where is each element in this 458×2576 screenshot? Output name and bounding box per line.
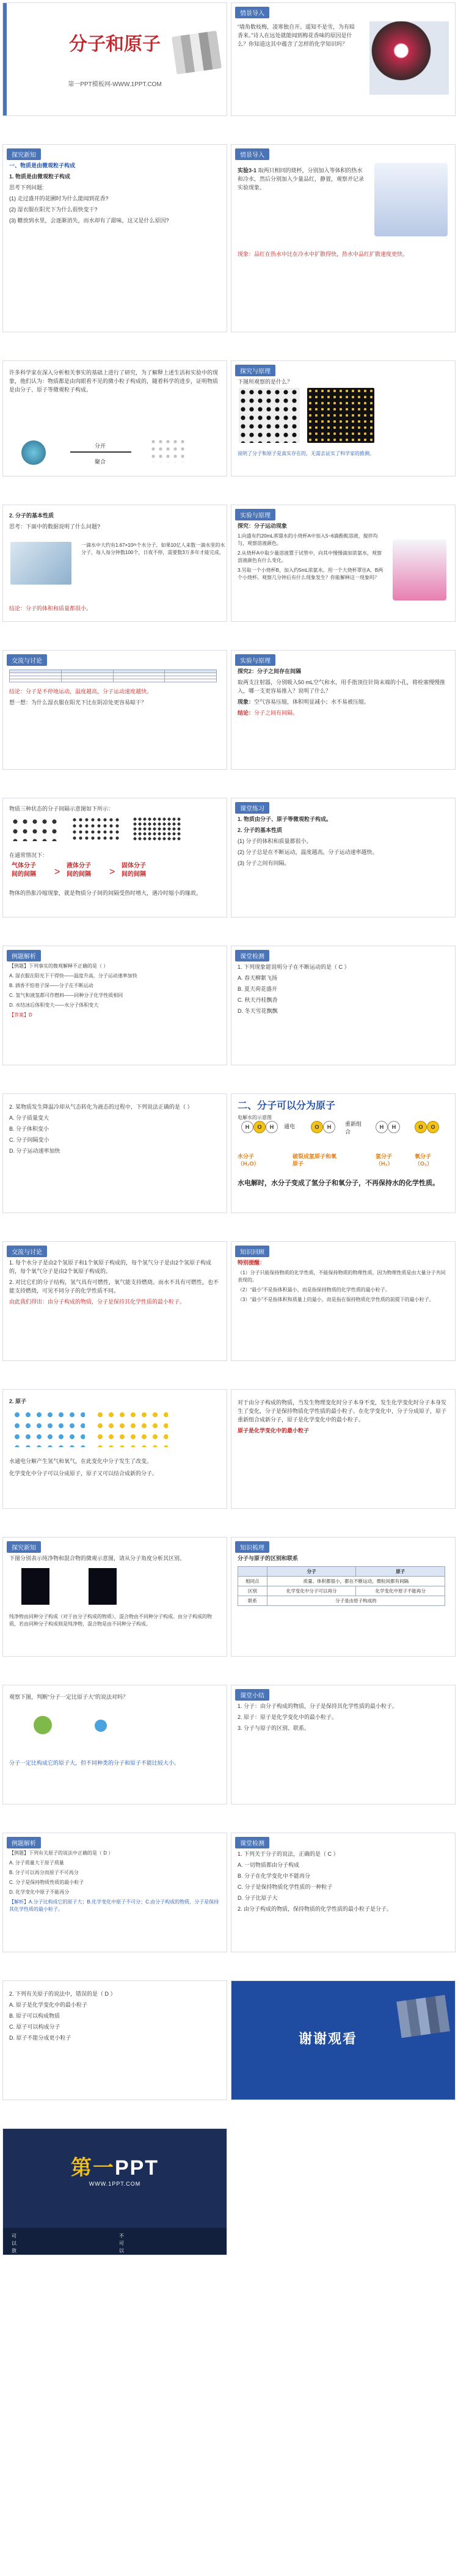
theory-text: 许多科学家在深入分析相关事实的基础上进行了研究，为了解释上述生活和实验中的现象，他们认为：物质都是由肉眼看不见的微小粒子构成的，随着科学的进步，证明物质是由分子、原子等微观粒子构成。 [9, 370, 219, 393]
label-line: （O₂） [415, 1161, 432, 1167]
table-title: 分子与原子的区别和联系 [238, 1555, 299, 1561]
atom-image [95, 1720, 107, 1732]
solid-image [133, 817, 181, 841]
definition-text: 对于由分子构成的物质，当发生物理变化时分子本身不变，发生化学变化时分子本身发生了变化，分子是保持物质化学性质的最小粒子。在化学变化中，分子分成原子，原子重新组合成新分子，原子是化学变化中的最小粒子。 [238, 1399, 447, 1423]
title-slide [2, 2, 227, 116]
discussion-line: 1. 每个水分子是由2个氢原子和1个氧原子构成的，每个氢气分子是由2个氢原子构成的，每个氧气分子是由2个氧原子构成的。 [9, 1260, 212, 1274]
slide-reminder [231, 1241, 456, 1361]
label-line: 氧分子 [415, 1153, 432, 1159]
option: C. 分子是保持物质化学性质的一种粒子 [238, 1884, 333, 1890]
question-1: (1) 走过盛开的花圃时为什么能闻到花香? [9, 195, 109, 202]
example-question: 【例题】下列事实的微观解释不正确的是（ ） [9, 963, 109, 969]
option: A. 一切物质都由分子构成 [238, 1862, 300, 1868]
option: B. 酒香不怕巷子深——分子在不断运动 [9, 983, 93, 988]
slide-discussion-table [2, 650, 227, 770]
expansion-note: 物体的热胀冷缩现象，就是物质分子间的间隔受热时增大，遇冷时缩小的缘故。 [9, 890, 202, 896]
label-line: （H₂O） [238, 1161, 260, 1167]
slide-question-2 [2, 1093, 227, 1213]
slide-scientist-theory [2, 360, 227, 476]
summary-line: 1. 分子：由分子构成的物质，分子是保持其化学性质的最小粒子。 [238, 1703, 398, 1709]
result-text: 现象：品红在热水中比在冷水中扩散得快，热水中品红扩散速度更快。 [238, 251, 409, 257]
slide-summary [231, 798, 456, 918]
section-title: 一、物质是由微观粒子构成 [9, 162, 76, 169]
ammonia-experiment-image [393, 539, 446, 600]
label-line: 气体分子 [12, 863, 36, 869]
beaker-image [374, 163, 448, 236]
benzene-image [239, 388, 300, 443]
summary-item: (3) 分子之间有间隔。 [238, 860, 290, 866]
slide-example-1 [2, 946, 227, 1065]
condition-text: 在通常情况下： [9, 852, 48, 858]
table-cell: 质量、体积都很小，都在不断运动，微粒间都有间隔 [267, 1577, 445, 1586]
logo-part-1: 第一 [70, 2156, 115, 2180]
solid-spacing-label [122, 862, 146, 879]
option: A. 湿衣服在阳光下干得快——温度升高，分子运动速率加快 [9, 973, 137, 979]
plum-blossom-image [369, 21, 449, 95]
step: 2.从烧杯A中取少量溶液置于试管中，向其中慢慢滴加浓氨水，观察溶液颜色有什么变化。 [238, 550, 382, 563]
step: 3.另取一个小烧杯B，加入约5mL浓氨水。用一个大烧杯罩住A、B两个小烧杯。观察几分钟后有什么现象发生？你能解释这一现象吗？ [238, 567, 383, 580]
label-separate: 分开 [95, 443, 106, 449]
table-cell: 相同点 [238, 1577, 267, 1586]
fact-text: 一滴水中大约有1.67×10²¹个水分子，如果10亿人来数一滴水里的水分子，每人每分钟数100个，日夜不停，需要数3万多年才能完成。 [81, 542, 225, 555]
slide-header: 课堂小结 [235, 1689, 269, 1701]
example-question: 【例题】下列有关原子的说法中正确的是（ D ） [9, 1850, 114, 1856]
table-cell: 分子是由原子构成的 [267, 1596, 445, 1606]
summary-subtitle: 2. 分子的基本性质 [238, 827, 283, 833]
option: A. 春天柳絮飞扬 [238, 975, 278, 981]
table-header-cell [238, 1567, 267, 1577]
particles-image [150, 438, 186, 462]
option: D. 分子运动速率加快 [9, 1148, 60, 1154]
brand-url: WWW.1PPT.COM [89, 2181, 141, 2187]
comparison-table [238, 1566, 445, 1606]
experiment-label: 实验3-1 [238, 167, 257, 173]
footer-slide [2, 2128, 227, 2312]
option: B. 夏天荷花盛开 [238, 986, 278, 992]
comparison-table [9, 670, 217, 682]
oxygen-atom-icon: O [311, 1121, 323, 1133]
option: C. 原子可以构成分子 [9, 2024, 60, 2030]
option: B. 原子可以构成物质 [9, 2013, 60, 2019]
table-cell: 化学变化中原子不能再分 [356, 1586, 445, 1596]
slide-molecule-size [2, 505, 227, 622]
footer-line: 不可以放下您的联系方式 [119, 2233, 124, 2312]
option: D. 分子比原子大 [238, 1895, 278, 1901]
question-text: 观察下图，判断“分子一定比原子大”的说法对吗？ [9, 1694, 128, 1700]
conclusion-text: 分子之间有间隔。 [254, 710, 299, 716]
hydrogen-atom-icon: H [266, 1121, 278, 1133]
phenomenon-text: 空气容易压缩，体积明显减小；水不易被压缩。 [254, 699, 370, 705]
answer-text: 分子一定比构成它的原子大，但不同种类的分子和原子不能比较大小。 [9, 1760, 180, 1766]
slide-matter-particles [2, 144, 227, 332]
table-row [10, 679, 217, 682]
hydrogen-label [376, 1153, 393, 1167]
books-image [172, 31, 222, 75]
molecule-image [12, 1409, 85, 1447]
slide-intro [231, 2, 456, 116]
table-row [238, 1596, 445, 1606]
option: C. 分子是保持物质性质的最小粒子 [9, 1880, 84, 1885]
slide-header: 知识回顾 [235, 1246, 269, 1257]
option: D. 化学变化中原子不能再分 [9, 1889, 70, 1895]
table-row [238, 1577, 445, 1586]
answer: 【答案】D [9, 1012, 32, 1018]
option: C. 氢气和液氢都可作燃料——同种分子化学性质相同 [9, 993, 123, 998]
slide-molecule-motion [231, 505, 456, 622]
conclusion-part: 结论：分子是不停地运动， [9, 688, 76, 695]
slide-header: 情景导入 [235, 7, 269, 18]
thanks-title: 谢谢观看 [299, 2031, 358, 2046]
oxygen-atom-icon: O [427, 1121, 439, 1133]
silicon-image [307, 388, 374, 443]
hydrogen-atom-icon: H [376, 1121, 388, 1133]
conclusion-part: 温度越高，分子运动速度越快。 [75, 688, 153, 695]
diagram-subtitle: 电解水的示意图 [238, 1115, 272, 1120]
hydrogen-atom-icon: H [323, 1121, 335, 1133]
deck-subtitle: 第一PPT模板网-WWW.1PPT.COM [68, 81, 162, 88]
slide-header: 情景导入 [235, 148, 269, 160]
slide-header: 课堂练习 [235, 802, 269, 814]
slide-pure-mixture [2, 1537, 227, 1657]
gas-image [10, 817, 59, 841]
slide-header: 交流与讨论 [7, 654, 47, 666]
summary-line: 2. 原子：原子是化学变化中的最小粒子。 [238, 1714, 338, 1720]
caption: 说明了分子和原子是真实存在的，无需去证实了科学家的推测。 [238, 451, 374, 456]
atom-line: 水通电分解产生氢气和氧气，在此变化中分子发生了改变。 [9, 1458, 153, 1464]
liquid-image [71, 817, 120, 841]
table-cell [61, 679, 113, 682]
summary-item: (2) 分子总是在不断运动，温度越高，分子运动速率越快。 [238, 849, 378, 855]
label-line: 间的间隔 [122, 871, 146, 878]
label-line: 间的间隔 [12, 871, 36, 878]
option: C. 秋天丹桂飘香 [238, 997, 278, 1003]
water-label [238, 1153, 260, 1167]
reminder-title: 特别提醒： [238, 1260, 266, 1266]
quiz-question: 2. 由分子构成的物质，保持物质的化学性质的最小粒子是分子。 [238, 1906, 393, 1912]
slide-size-compare [2, 1685, 227, 1804]
slide-discussion-2 [2, 1241, 227, 1361]
summary-title: 1. 物质由分子、原子等微观粒子构成。 [238, 816, 332, 822]
slide-quiz-2 [231, 1833, 456, 1952]
oxygen-label [415, 1153, 432, 1167]
hydrogen-atom-icon: H [388, 1121, 400, 1133]
slide-header: 课堂检测 [235, 950, 269, 961]
label-line: 氢分子 [376, 1153, 393, 1159]
greater-sign: > [54, 867, 60, 877]
phenomenon-line [231, 696, 455, 707]
experiment-title: 探究：分子运动现象 [238, 523, 288, 529]
slide-experiment-3-1 [231, 144, 456, 332]
experiment-description: 取两只相同的烧杯，分别加入等体积的热水和冷水，然后分别加入少量品红，静置，观察并记录实验现象。 [238, 167, 365, 191]
table-row [238, 1586, 445, 1596]
arrow-label: 通电 [284, 1123, 296, 1129]
slide-header: 实验与原理 [235, 509, 275, 520]
gas-spacing-label [12, 862, 36, 879]
slide-microscope [231, 360, 456, 476]
table-cell [165, 679, 217, 682]
question-text: 2. 下列有关原子的说法中，错误的是（ D ） [9, 1991, 116, 1997]
question-3: (3) 糖放到水里，会逐渐消失，而水却有了甜味，这又是什么原因? [9, 217, 169, 224]
mixture-image [89, 1568, 117, 1605]
conclusion-line [3, 686, 227, 697]
pure-mixture-text: 下图分别表示纯净物和混合物的微观示意图，请从分子角度分析其区别。 [9, 1555, 186, 1561]
think-question: 想一想：为什么湿衣服在阳光下比在阴凉处更容易晾干？ [9, 699, 147, 706]
greater-sign: > [109, 867, 115, 877]
arrow-line [70, 451, 131, 453]
slide-electrolysis [231, 1093, 456, 1213]
atom-line: 化学变化中分子可以分成原子，原子又可以结合成新的分子。 [9, 1470, 158, 1476]
phenomenon-label: 现象： [238, 699, 255, 705]
slide-quiz-1 [231, 946, 456, 1065]
option: D. 水结冰后体积变大——水分子体积变大 [9, 1002, 99, 1008]
option: A. 分子质量变大 [9, 1115, 49, 1121]
conclusion-text: 分子的体积和质量都很小。 [26, 605, 92, 611]
molecule-image [34, 1716, 52, 1734]
slide-header: 例题解析 [7, 950, 41, 961]
label-line: 间的间隔 [67, 871, 91, 878]
water-molecule-icon [241, 1121, 278, 1133]
slide-header: 交流与讨论 [7, 1246, 47, 1257]
option: C. 分子间隔变小 [9, 1137, 49, 1143]
conclusion-text: 纯净物由同种分子构成（对于由分子构成的物质），混合物由不同种分子构成。由分子构成的物质，若由同种分子构成则是纯净物，混合物是由不同种分子构成。 [9, 1614, 212, 1627]
conclusion-label: 结论： [238, 710, 255, 716]
option: A. 分子质量大于原子质量 [9, 1860, 64, 1866]
option: B. 分子体积变小 [9, 1126, 49, 1132]
question-intro: 思考下列问题: [9, 184, 44, 191]
table-cell: 联系 [238, 1596, 267, 1606]
label-line: 水分子 [238, 1153, 255, 1159]
summary-item: (1) 分子的体积和质量都很小。 [238, 838, 312, 844]
slide-header: 探究新知 [7, 1541, 41, 1553]
conclusion-line [231, 707, 455, 718]
reminder-line: （2）“最小”不是指体积最小，而是指保持物质的化学性质的最小粒子。 [238, 1287, 390, 1293]
table-cell: 化学变化中分子可以再分 [267, 1586, 356, 1596]
table-cell [10, 679, 62, 682]
question-text: 下图所观察的是什么？ [238, 379, 293, 385]
label-line: 液体分子 [67, 863, 91, 869]
section-title: 二、分子可以分为原子 [238, 1101, 336, 1111]
atom-image [95, 1409, 168, 1447]
table-header-cell: 原子 [356, 1567, 445, 1577]
slide-title: 2. 分子的基本性质 [9, 513, 54, 519]
table-header-cell: 分子 [267, 1567, 356, 1577]
question-text: 2. 某物质发生降温冷却从气态转化为液态的过程中，下列说法正确的是（ ） [9, 1104, 193, 1110]
explanation: 【解析】A.分子比构成它的原子大；B.化学变化中原子不可分；C.由分子构成的物质，分子是保持其化学性质的最小粒子。 [9, 1899, 219, 1912]
slide-header: 课堂检测 [235, 1837, 269, 1848]
slide-example-2 [2, 1833, 227, 1952]
think-question: 思考：下面中的数据说明了什么问题? [9, 524, 101, 530]
option: B. 分子可以再分而原子不可再分 [9, 1870, 79, 1875]
arrow-label: 重新组合 [345, 1121, 362, 1135]
pure-substance-image [21, 1568, 49, 1605]
slide-header: 探究新知 [7, 148, 41, 160]
particle-sphere-image [21, 440, 46, 465]
slide-molecule-gap [231, 650, 456, 770]
slide-lesson-summary [231, 1685, 456, 1804]
books-image [396, 1995, 450, 2038]
conclusion-line [3, 603, 98, 614]
quiz-question: 1. 下列关于分子的说法，正确的是（ C ） [238, 1851, 339, 1857]
table-cell: 区别 [238, 1586, 267, 1596]
experiment-text: 取两支注射器，分别吸入50 mL空气和水，用手指顶住针筒末端的小孔，将栓塞慢慢推入，哪一支更容易推入？说明了什么？ [238, 679, 446, 694]
reminder-line: （3）“最小”不是指体积和质量上的最小，而是指在保持物质化学性质的前提下的最小粒子。 [238, 1297, 434, 1302]
slide-header: 探究与原理 [235, 365, 275, 376]
states-text: 物质三种状态的分子间隔示意图如下所示： [9, 806, 114, 812]
split-label: 破裂成氢原子和氧原子 [293, 1153, 337, 1167]
table-cell [113, 679, 165, 682]
label-line: 固体分子 [122, 863, 146, 869]
option: D. 原子不能分成更小粒子 [9, 2035, 71, 2041]
accent-bar [3, 3, 7, 115]
slide-atom-definition [231, 1389, 456, 1509]
conclusion-text: 水电解时，水分子变成了氢分子和氧分子，不再保持水的化学性质。 [238, 1180, 439, 1187]
label-combine: 聚合 [95, 459, 106, 465]
slide-states-spacing [2, 798, 227, 918]
discussion-line: 2. 对比它们的分子结构，氢气具有可燃性，氧气能支持燃烧。而水不具有可燃性，也不能支持燃烧，可见不同分子的化学性质不同。 [9, 1279, 219, 1294]
intro-text: “墙角数枝梅，凌寒独自开。遥知不是雪，为有暗香来。”诗人在远处就能闻到梅花香味的原因是什么？你知道这其中蕴含了怎样的化学知识吗？ [238, 24, 355, 47]
hydrogen-atom-icon: H [241, 1121, 253, 1133]
discussion-line: 由此我们得出：由分子构成的物质，分子是保持其化学性质的最小粒子。 [9, 1299, 186, 1305]
liquid-spacing-label [67, 862, 91, 879]
step: 1.向盛有约20mL蒸馏水的小烧杯A中加入5~6滴酚酞溶液，搅拌均匀，观察溶液颜色。 [238, 533, 378, 546]
oxygen-atom-icon: O [415, 1121, 427, 1133]
reminder-line: （1）分子只能保持物质的化学性质，不能保持物质的物理性质，因为物理性质是由大量分子共同表现的。 [238, 1270, 446, 1283]
slide-header: 知识梳理 [235, 1541, 269, 1553]
oxygen-atom-icon: O [253, 1121, 266, 1133]
slide-thanks [231, 1980, 456, 2100]
deck-title: 分子和原子 [69, 34, 161, 54]
experiment-title: 探究2：分子之间存在间隔 [238, 668, 302, 674]
slide-molecule-atom-table [231, 1537, 456, 1657]
option: B. 分子在化学变化中不能再分 [238, 1873, 311, 1879]
experiment-text [231, 165, 372, 193]
oxygen-molecule-icon [415, 1121, 439, 1133]
option: D. 冬天雪花飘飘 [238, 1008, 278, 1014]
label-line: （H₂） [376, 1161, 393, 1167]
slide-header: 实验与原理 [235, 654, 275, 666]
quiz-question: 1. 下列现象能说明分子在不断运动的是（ C ） [238, 964, 350, 970]
point-title: 1. 物质是由微观粒子构成 [9, 173, 71, 180]
split-atoms-icon [311, 1121, 335, 1133]
brand-logo [3, 2151, 227, 2181]
slide-question-atom [2, 1980, 227, 2100]
slide-atom [2, 1389, 227, 1509]
footer-bar [3, 2228, 227, 2312]
question-2: (2) 湿衣服在阳光下为什么很快变干? [9, 206, 98, 213]
water-drop-image [10, 542, 71, 585]
option: A. 原子是化学变化中的最小粒子 [9, 2002, 88, 2008]
logo-part-2: PPT [114, 2156, 159, 2180]
hydrogen-molecule-icon [376, 1121, 400, 1133]
summary-line: 3. 分子与原子的区别、联系。 [238, 1725, 310, 1731]
slide-title: 2. 原子 [9, 1398, 27, 1404]
conclusion-label: 结论： [9, 605, 26, 611]
highlight-text: 原子是化学变化中的最小粒子 [238, 1428, 310, 1434]
slide-header: 例题解析 [7, 1837, 41, 1848]
footer-line: 可以放下您的联系方式 [12, 2233, 16, 2305]
